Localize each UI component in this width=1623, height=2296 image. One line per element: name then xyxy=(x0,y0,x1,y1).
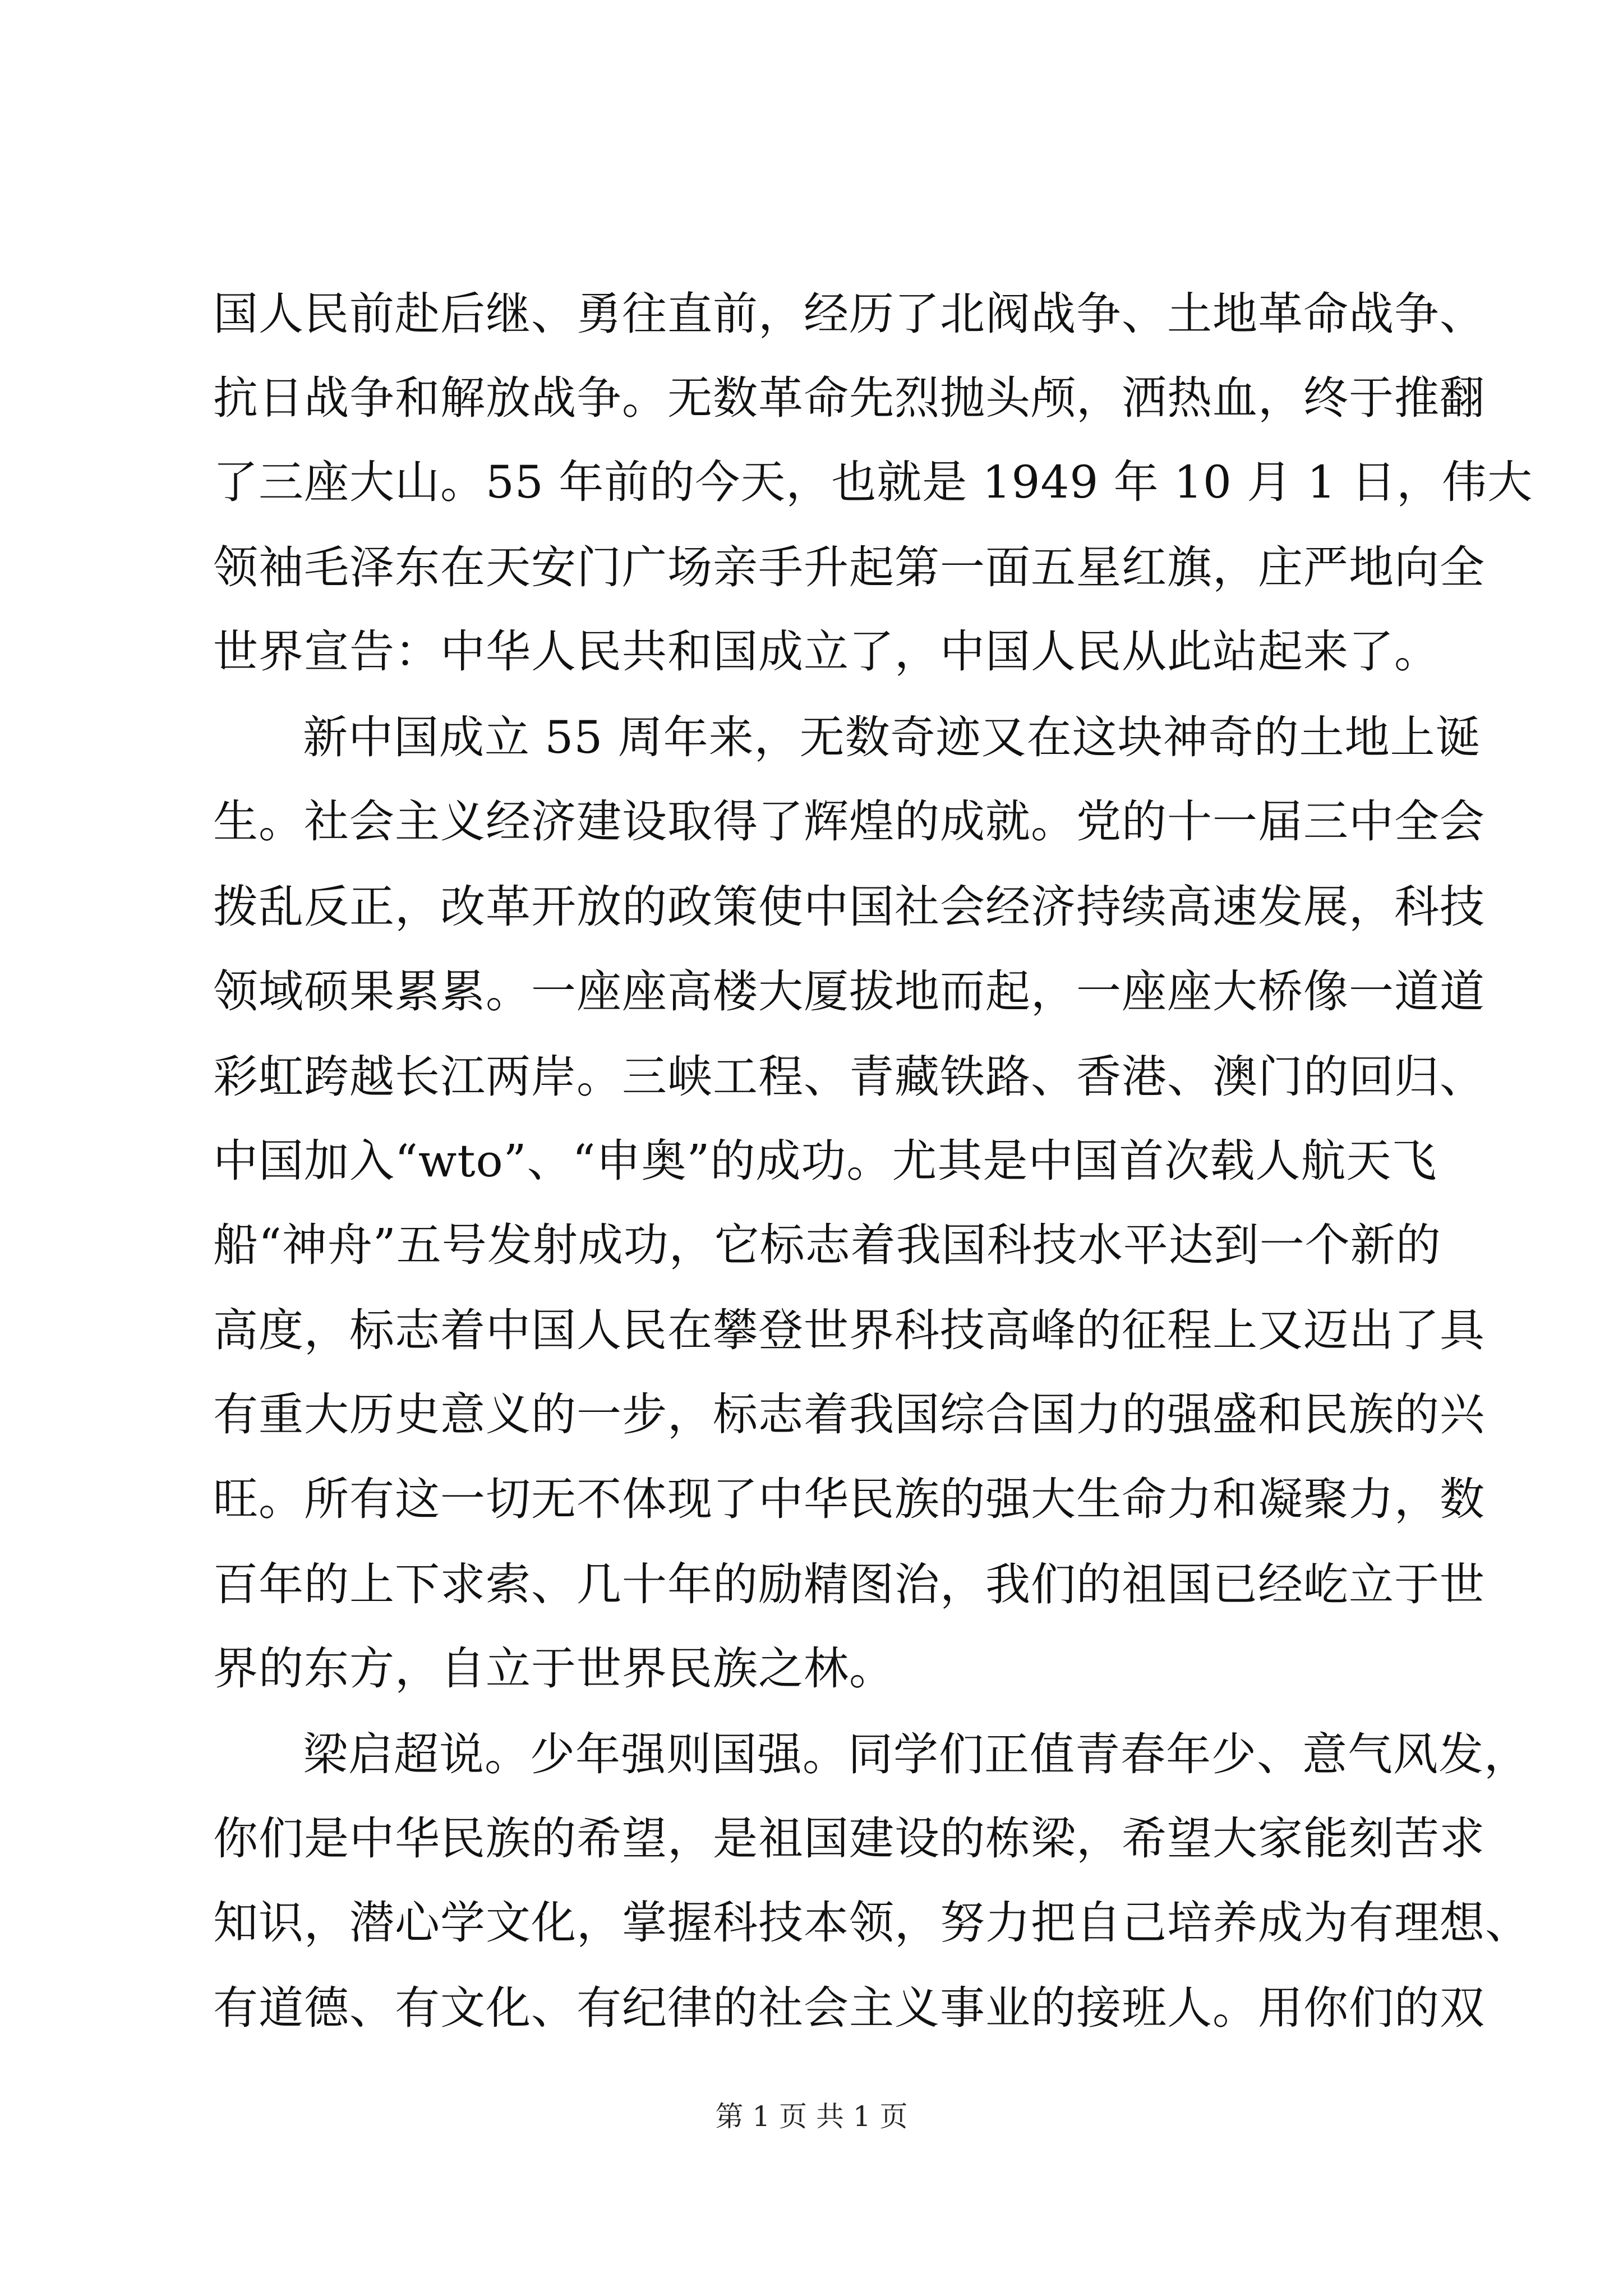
text-line-5: 世界宣告：中华人民共和国成立了，中国人民从此站起来了。 xyxy=(213,625,1440,678)
paragraph-2-first-line: 新中国成立 55 周年来，无数奇迹又在这块神奇的土地上诞 xyxy=(303,711,1481,763)
text-line-4: 领袖毛泽东在天安门广场亲手升起第一面五星红旗，庄严地向全 xyxy=(213,541,1485,593)
text-line-19: 你们是中华民族的希望，是祖国建设的栋梁，希望大家能刻苦求 xyxy=(213,1812,1485,1865)
paragraph-3-first-line: 梁启超说。少年强则国强。同学们正值青春年少、意气风发， xyxy=(303,1728,1529,1780)
text-line-9: 领域硕果累累。一座座高楼大厦拔地而起，一座座大桥像一道道 xyxy=(213,965,1485,1018)
text-line-7: 生。社会主义经济建设取得了辉煌的成就。党的十一届三中全会 xyxy=(213,795,1485,848)
text-line-1: 国人民前赴后继、勇往直前，经历了北阀战争、土地革命战争、 xyxy=(213,288,1485,340)
text-line-15: 旺。所有这一切无不体现了中华民族的强大生命力和凝聚力，数 xyxy=(213,1473,1485,1525)
text-line-8: 拨乱反正，改革开放的政策使中国社会经济持续高速发展，科技 xyxy=(213,881,1485,933)
text-line-11: 中国加入“wto”、“申奥”的成功。尤其是中国首次载人航天飞 xyxy=(213,1135,1437,1187)
text-line-16: 百年的上下求索、几十年的励精图治，我们的祖国已经屹立于世 xyxy=(213,1558,1485,1611)
text-line-3: 了三座大山。55 年前的今天，也就是 1949 年 10 月 1 日，伟大 xyxy=(213,456,1533,508)
page-footer: 第 1 页 共 1 页 xyxy=(715,2100,908,2133)
text-line-17: 界的东方，自立于世界民族之林。 xyxy=(213,1642,895,1695)
text-line-13: 高度，标志着中国人民在攀登世界科技高峰的征程上又迈出了具 xyxy=(213,1304,1485,1356)
text-line-2: 抗日战争和解放战争。无数革命先烈抛头颅，洒热血，终于推翻 xyxy=(213,372,1485,424)
text-line-14: 有重大历史意义的一步，标志着我国综合国力的强盛和民族的兴 xyxy=(213,1388,1485,1441)
text-line-21: 有道德、有文化、有纪律的社会主义事业的接班人。用你们的双 xyxy=(213,1982,1485,2034)
text-line-12: 船“神舟”五号发射成功，它标志着我国科技水平达到一个新的 xyxy=(213,1219,1441,1271)
text-line-10: 彩虹跨越长江两岸。三峡工程、青藏铁路、香港、澳门的回归、 xyxy=(213,1051,1485,1103)
text-line-20: 知识，潜心学文化，掌握科技本领，努力把自己培养成为有理想、 xyxy=(213,1897,1530,1949)
